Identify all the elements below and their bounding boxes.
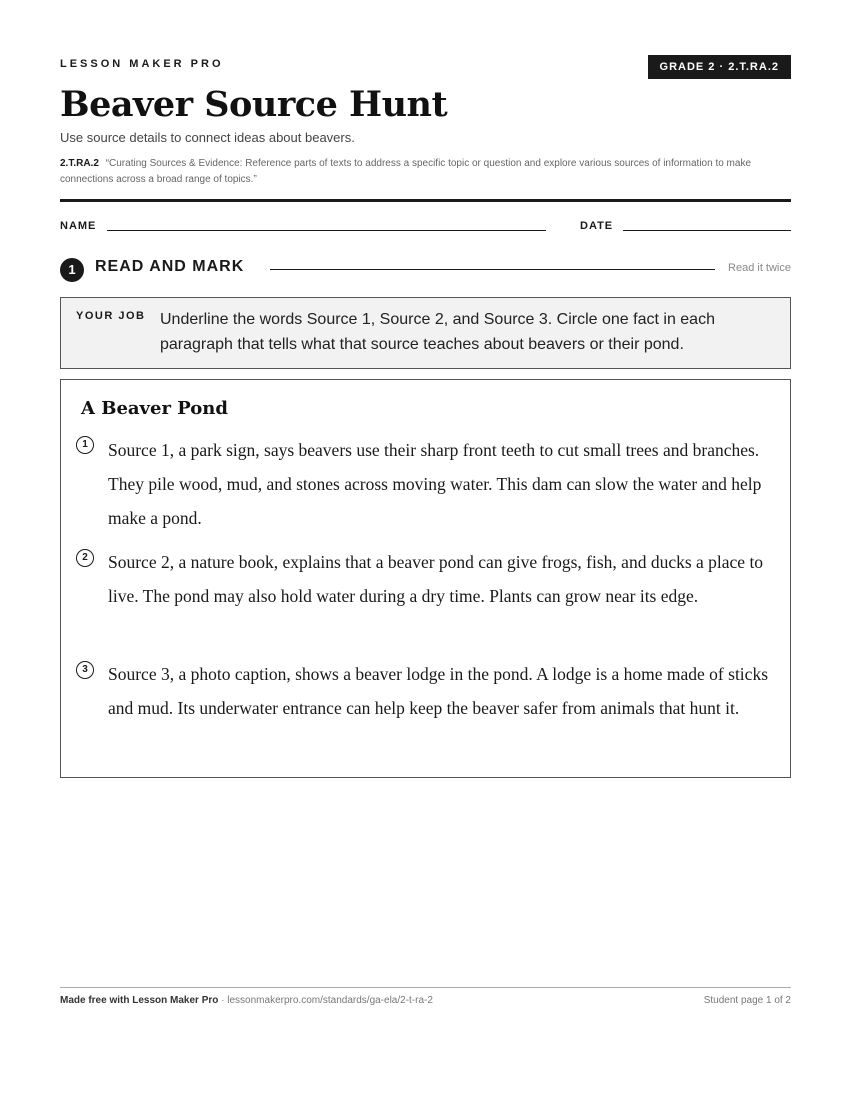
- section-note: Read it twice: [728, 262, 791, 274]
- footer-page-info: Student page 1 of 2: [703, 995, 791, 1006]
- name-field[interactable]: [107, 230, 546, 231]
- footer-divider: [60, 987, 791, 988]
- date-field[interactable]: [623, 230, 791, 231]
- brand-name: LESSON MAKER PRO: [60, 58, 224, 70]
- standard-description: [60, 156, 760, 188]
- footer-credit: [60, 995, 433, 1006]
- footer-made-with: Made free with Lesson Maker Pro: [60, 995, 219, 1006]
- instructions-label: YOUR JOB: [76, 310, 146, 322]
- passage-paragraph[interactable]: Source 2, a nature book, explains that a beaver pond can give frogs, fish, and ducks a place to live. The pond may also hold water during a dry time. Plants can grow near its edge.: [108, 552, 764, 606]
- section-divider: [270, 269, 715, 270]
- instructions-text: Underline the words Source 1, Source 2, and Source 3. Circle one fact in each paragraph that tells what that source teaches about beavers or their pond.: [160, 311, 715, 353]
- section-title: READ AND MARK: [95, 258, 245, 275]
- passage-title: A Beaver Pond: [81, 398, 228, 419]
- passage-paragraph[interactable]: Source 3, a photo caption, shows a beaver lodge in the pond. A lodge is a home made of sticks and mud. Its underwater entrance can help keep the beaver safer from animals that hunt it.: [108, 664, 769, 718]
- paragraph-number: 2: [76, 549, 94, 567]
- passage-paragraph[interactable]: Source 1, a park sign, says beavers use their sharp front teeth to cut small trees and branches. They pile wood, mud, and stones across moving water. This dam can slow the water and help make a pond.: [108, 440, 762, 528]
- standard-code: 2.T.RA.2: [60, 158, 99, 169]
- page-subtitle: Use source details to connect ideas about beavers.: [60, 130, 355, 145]
- section-number-badge: 1: [60, 258, 84, 282]
- date-label: DATE: [580, 220, 614, 232]
- paragraph-number: 3: [76, 661, 94, 679]
- footer-url[interactable]: · lessonmakerpro.com/standards/ga-ela/2-t-ra-2: [218, 995, 433, 1006]
- instructions-box: [60, 297, 791, 369]
- grade-badge: GRADE 2 · 2.T.RA.2: [648, 55, 791, 79]
- reading-passage: [60, 379, 791, 778]
- worksheet-page: [60, 0, 791, 1100]
- paragraph-number: 1: [76, 436, 94, 454]
- standard-text: “Curating Sources & Evidence: Reference parts of texts to address a specific topic or question and explore various sources of information to make connections across a broad range of topics.”: [60, 158, 752, 185]
- page-title: Beaver Source Hunt: [60, 84, 448, 125]
- header-divider: [60, 199, 791, 202]
- name-label: NAME: [60, 220, 97, 232]
